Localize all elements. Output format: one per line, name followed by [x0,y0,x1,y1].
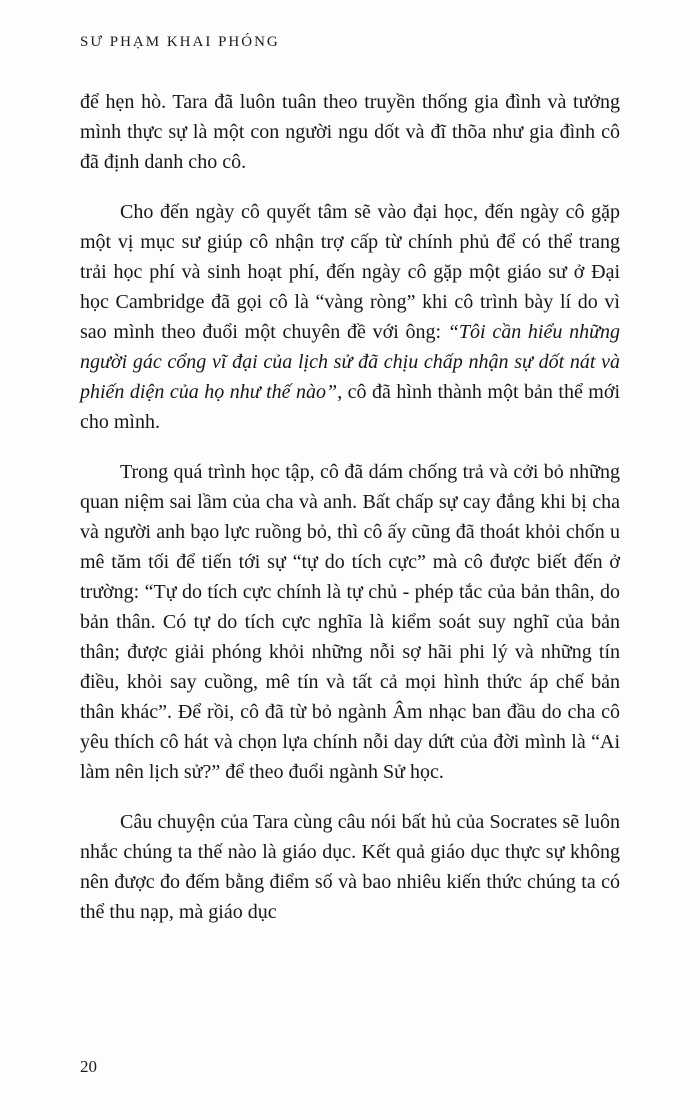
italic-quote-text: “Tôi cần hiểu những người gác cổng vĩ đại của lịch sử đã chịu chấp nhận sự dốt nát và phiến diện của họ như thế nào” [80,321,620,403]
paragraph [80,87,620,177]
paragraph [80,807,620,927]
body-text-segment: , cô đã hình thành một bản thể mới cho mình. [80,381,621,433]
paragraph [80,457,620,787]
body-text-segment: để hẹn hò. Tara đã luôn tuân theo truyền thống gia đình và tưởng mình thực sự là một con người ngu dốt và đĩ thõa như gia đình cô đã định danh cho cô. [80,91,620,173]
page-body [80,87,620,927]
body-text-segment: Cho đến ngày cô quyết tâm sẽ vào đại học, đến ngày cô gặp một vị mục sư giúp cô nhận trợ cấp từ chính phủ để có thể trang trải học phí và sinh hoạt phí, đến ngày cô gặp một giáo sư ở Đại học Cambridge đã gọi cô là “vàng ròng” khi cô trình bày lí do vì sao mình theo đuổi một chuyên đề với ông: [80,201,620,343]
paragraph [80,197,620,437]
page-number: 20 [80,1057,97,1076]
body-text-segment: Câu chuyện của Tara cùng câu nói bất hủ của Socrates sẽ luôn nhắc chúng ta thế nào là giáo dục. Kết quả giáo dục thực sự không nên được đo đếm bằng điểm số và bao nhiêu kiến thức chúng ta có thể thu nạp, mà giáo dục [80,811,620,923]
running-header-title: SƯ PHẠM KHAI PHÓNG [80,34,280,50]
body-text-segment: Trong quá trình học tập, cô đã dám chống trả và cởi bỏ những quan niệm sai lầm của cha và anh. Bất chấp sự cay đắng khi bị cha và người anh bạo lực ruồng bỏ, thì cô ấy cũng đã thoát khỏi chốn u mê tăm tối để tiến tới sự “tự do tích cực” mà cô được biết đến ở trường: “Tự do tích cực chính là tự chủ - phép tắc của bản thân, do bản thân. Có tự do tích cực nghĩa là kiểm soát suy nghĩ của bản thân; được giải phóng khỏi những nỗi sợ hãi phi lý và những tín điều, khỏi say cuồng, mê tín và tất cả mọi hình thức áp chế bản thân khác”. Để rồi, cô đã từ bỏ ngành Âm nhạc ban đầu do cha cô yêu thích cô hát và chọn lựa chính nỗi day dứt của đời mình là “Ai làm nên lịch sử?” để theo đuổi ngành Sử học. [80,461,620,783]
